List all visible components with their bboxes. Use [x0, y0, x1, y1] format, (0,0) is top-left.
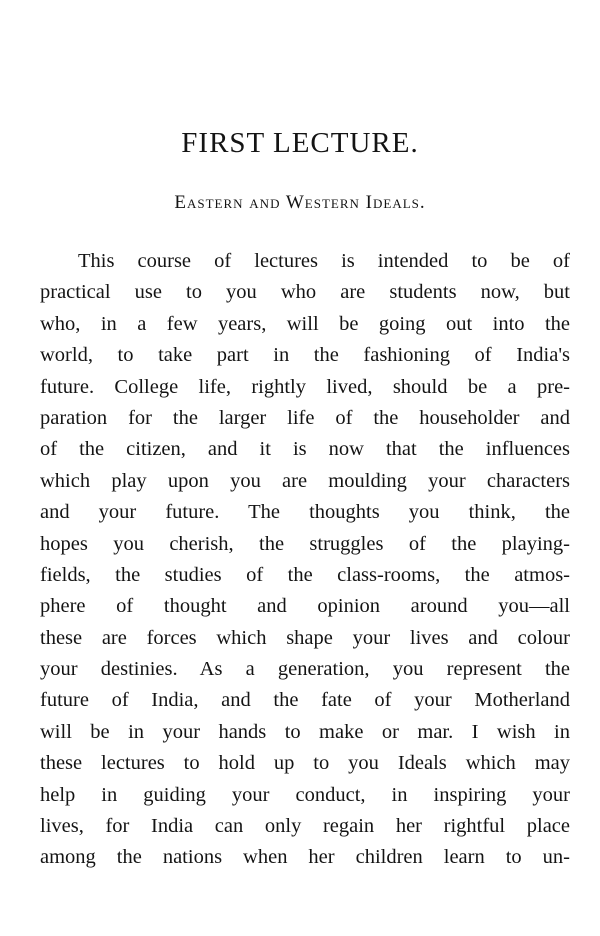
text-line: lives, for India can only regain her rightful place — [40, 815, 570, 838]
text-line: your destinies. As a generation, you represent the — [40, 658, 570, 681]
lecture-subtitle: Eastern and Western Ideals. — [174, 192, 426, 213]
lecture-title: FIRST LECTURE. — [181, 127, 419, 159]
text-line: who, in a few years, will be going out into the — [40, 312, 570, 335]
text-line: future of India, and the fate of your Motherland — [40, 689, 570, 712]
text-line: among the nations when her children learn to un- — [40, 846, 570, 869]
text-line: of the citizen, and it is now that the influences — [40, 438, 570, 461]
text-line: these are forces which shape your lives and colour — [40, 626, 570, 649]
text-line: which play upon you are moulding your characters — [40, 469, 570, 492]
text-line: practical use to you who are students now, but — [40, 281, 570, 304]
text-line: world, to take part in the fashioning of India's — [40, 344, 570, 367]
text-line: will be in your hands to make or mar. I wish in — [40, 720, 570, 743]
text-line: future. College life, rightly lived, should be a pre- — [40, 375, 570, 398]
text-line: these lectures to hold up to you Ideals which may — [40, 752, 570, 775]
text-line: help in guiding your conduct, in inspiring your — [40, 783, 570, 806]
text-line: and your future. The thoughts you think, the — [40, 501, 570, 524]
text-line: This course of lectures is intended to be of — [78, 250, 570, 272]
text-line: hopes you cherish, the struggles of the playing- — [40, 532, 570, 555]
text-line: phere of thought and opinion around you—all — [40, 595, 570, 618]
text-line: paration for the larger life of the householder and — [40, 406, 570, 429]
text-line: fields, the studies of the class-rooms, the atmos- — [40, 563, 570, 586]
lecture-body — [40, 246, 570, 874]
